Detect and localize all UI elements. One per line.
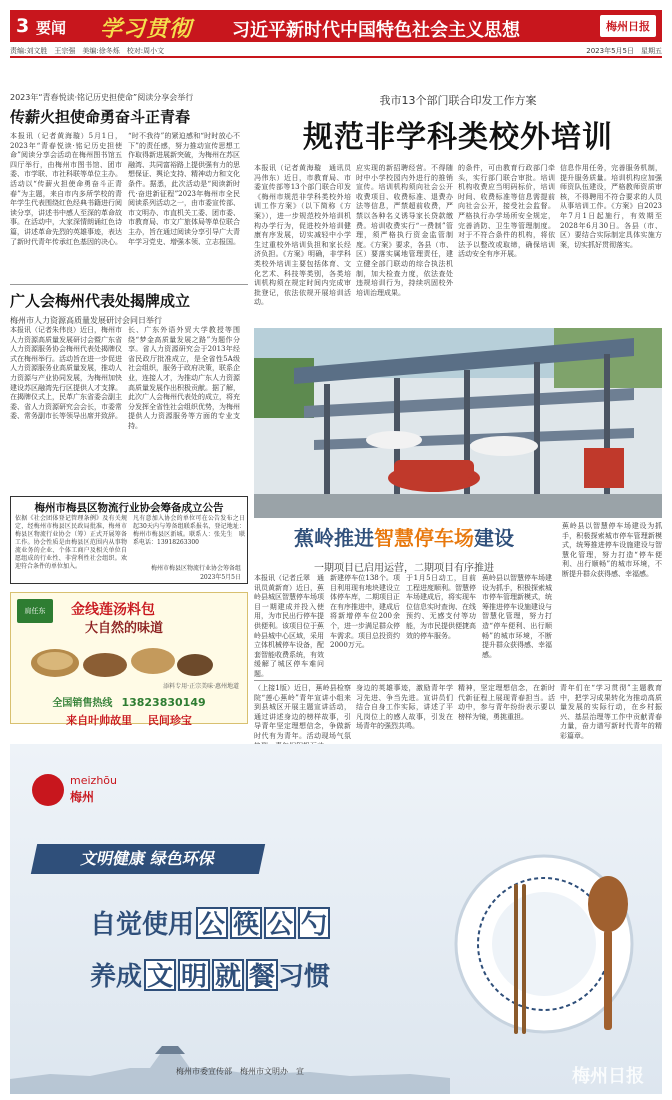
issue-date: 2023年5月5日 星期五 — [586, 47, 662, 55]
ad-tagline: 添料专用·正宗美味·惠州地道 — [163, 683, 239, 690]
article-subtitle: 梅州市人力资源高质量发展研讨会同日举行 — [10, 316, 162, 325]
plate-illustration — [448, 844, 648, 1044]
psa-logo-cn: 梅州 — [70, 790, 95, 804]
article-body-col: 本报讯（记者黄海璇）5月1日，2023年“青春悦读·铭记历史担使命”阅读分享会活动在梅州图书馆五四厅举行，由梅州市图书馆、团市委、市学联、市社科联等单位主办。活动以“传薪火担使命勇奋斗正青春”为主题，来自市内多所学校的青年学生代表围绕红色经典书籍进行阅读分享，讲述书中感人至深的革命故事。在活动中，大家深情朗诵红色诗篇，讲述革命先烈的英雄事迹，表达了新时代青年传承红色基因的决心。 — [10, 132, 122, 246]
city-silhouette — [10, 1024, 450, 1094]
article-title: 传薪火担使命勇奋斗正青春 — [10, 108, 191, 126]
ad-footer-2: 民间珍宝 — [147, 714, 192, 727]
parking-photo — [254, 328, 662, 518]
article-body-col: 的条件，可由教育行政部门牵头，实行部门联合审批。培训机构收费应当明码标价，培训时间、收费标准等信息需提前向社会公开，接受社会监督。严格执行办学场所安全规定，完善消防、卫生等管理制度。对于不符合条件的机构，将依法予以整改或取缔，确保培训活动安全有序开展。 — [458, 164, 555, 259]
psa-line2-suffix: 习惯 — [278, 962, 331, 992]
article-body-col: 本报讯（记者丘翠 通讯员黄新育）近日，蕉岭县城区智慧停车场项目一期建成并投入使用，为市民出行停车提供便利。该项目位于蕉岭县城中心区域，采用立体机械停车设备，配套智能收费系统，有效缓解了城区停车难问题。 — [254, 574, 324, 678]
divider — [254, 680, 662, 681]
psa-line2-prefix: 养成 — [90, 962, 143, 992]
divider — [10, 284, 248, 285]
notice-signature-org: 梅州市梅县区物流行业协会筹备组 — [150, 565, 241, 572]
notice-box — [10, 496, 248, 584]
article-body-col: 信息作用任务，完善服务机制，提升服务质量。培训机构应加强师资队伍建设，严格教师资质审核，不得聘用不符合要求的人员从事培训工作。《方案》自2023年7月1日起施行，有效期至2028年6月30日。各县（市、区）要结合实际制定具体实施方案，切实抓好贯彻落实。 — [560, 164, 662, 249]
article-body-col: 于1月5日动工，目前工程进度顺利。智慧停车场建成后，将实现车位信息实时查询、在线预约、无感支付等功能，为市民提供便捷高效的停车服务。 — [406, 574, 476, 640]
ad-contact — [11, 691, 247, 727]
psa-banner — [10, 744, 662, 1094]
main-article-head — [254, 92, 662, 156]
main-kicker: 我市13个部门联合印发工作方案 — [379, 94, 537, 107]
psa-char-box: 明 — [178, 959, 210, 991]
watermark: 梅州日报 — [572, 1066, 644, 1087]
notice-date: 2023年5月5日 — [200, 574, 241, 581]
parking-subtitle: 一期项目已启用运营，二期项目有序推进 — [314, 563, 494, 574]
article-body-col: 青年们在“学习贯彻”主题教育中，把学习成果转化为推动高质量发展的实际行动，在乡村振兴、基层治理等工作中贡献青春力量，奋力谱写新时代青年的精彩篇章。 — [560, 684, 662, 740]
article-body-col: 本报讯（记者黄海璇 通讯员冯伟东）近日，市教育局、市委宣传部等13个部门联合印发《梅州市规范非学科类校外培训工作方案》（以下简称《方案》），进一步规范校外培训机构办学行为，促进校外培训健康有序发展，切实减轻中小学生过重校外培训负担和家长经济负担。《方案》明确，非学科类校外培训主要包括体育、文化艺术、科技等类别，各类培训机构须在规定时间内完成审批登记，依法依规开展培训活动。 — [254, 164, 351, 307]
ad-hotline-label: 全国销售热线 — [52, 698, 113, 709]
ad-title: 金线莲汤料包 — [71, 602, 155, 618]
column-logo: 学习贯彻 — [100, 16, 193, 42]
ad-subtitle: 大自然的味道 — [85, 621, 164, 636]
article-body-col: 应实现的新招聘经营。不得随时中小学校园内外进行的推销宣传。培训机构须向社会公开收费项目、收费标准、退费办法等信息，严禁超前收费，严禁以各种名义诱导家长贷款缴费。培训收费实行“一费制”管理，须严格执行资金监管制度。《方案》要求，各县（市、区）要落实属地管理责任，建立健全部门联动的综合执法机制，加大检查力度，依法查处违规培训行为，持续巩固校外培训治理成果。 — [356, 164, 453, 297]
parking-title-highlight: 智慧停车场 — [374, 526, 474, 550]
article-body-col: “时不我待”的紧迫感和“时时放心不下”的责任感，努力推动宣传思想工作取得新进展新突破，为梅州在苏区融湾、共同富裕路上提供强有力的思想保证、舆论支持、精神动力和文化条件。据悉，此次活动是“阅读新时代·奋进新征程”2023年梅州市全民阅读系列活动之一，由市委宣传部、市文明办、市直机关工委、团市委、市教育局、市文广旅体局等单位联合主办，旨在通过阅读分享引导广大青年学习党史、增强本领、立志报国。 — [128, 132, 240, 246]
article-body-col: 本报讯（记者朱伟良）近日，梅州市人力资源高质量发展研讨会暨广东省人力资源服务协会梅州代表处揭牌仪式在梅州举行。活动旨在进一步促进人力资源服务业高质量发展，推动人力资源与产业协同发展，为梅州加快建设苏区融湾先行区提供人才支撑。在揭牌仪式上，民革广东省委会副主委、省人力资源研究会会长，市委常委、常务副市长等领导出席并致辞。 — [10, 326, 122, 421]
parking-title-suffix: 建设 — [474, 526, 514, 550]
editors-line: 责编:刘文胜 王宗强 美编:徐冬烁 校对:周小文 — [10, 47, 165, 55]
plum-blossom-icon — [32, 774, 64, 806]
psa-char-box: 公 — [264, 907, 296, 939]
article-kicker: 2023年“青春悦读·铭记历史担使命”阅读分享会举行 — [10, 93, 194, 102]
ad-phone: 13823830149 — [121, 696, 206, 709]
left-article-1 — [10, 92, 248, 127]
parking-title-prefix: 蕉岭推进 — [294, 526, 374, 550]
psa-line-2 — [90, 956, 330, 993]
notice-title: 梅州市梅县区物流行业协会筹备成立公告 — [34, 502, 224, 514]
article-body-col: 蕉岭县以智慧停车场建设为抓手，积极探索城市停车管理新模式，统筹推进停车设施建设与智慧化管理，努力打造“停车便利、出行顺畅”的城市环境，不断提升群众获得感、幸福感。 — [482, 574, 552, 659]
article-title: 广人会梅州代表处揭牌成立 — [10, 292, 191, 310]
psa-banner-tag: 文明健康 绿色环保 — [31, 844, 265, 874]
newspaper-name: 梅州日报 — [600, 15, 656, 37]
article-body-col: 长、广东外语外贸大学教授等围绕“梦金高质量发展之路”为题作分享。省人力资源研究会于2013年经省民政厅批准成立，是全省性5A级社会组织，服务于政府决策，联系企业，连接人才，为推动广东人力资源高质量发展作出积极贡献。据了解，此次广人会梅州代表处的成立，将充分发挥全省性社会组织优势，为梅州提供人力资源服务等方面的专业支持。 — [128, 326, 240, 430]
psa-char-box: 筷 — [230, 907, 262, 939]
page-header — [10, 10, 662, 42]
psa-char-box: 勺 — [298, 907, 330, 939]
psa-char-box: 文 — [144, 959, 176, 991]
psa-credit: 梅州市委宣传部 梅州市文明办 宣 — [176, 1067, 304, 1076]
ad-footer-1: 来自叶帅故里 — [66, 714, 133, 727]
psa-char-box: 就 — [212, 959, 244, 991]
psa-char-box: 公 — [196, 907, 228, 939]
parking-article-head — [254, 522, 554, 574]
notice-body-left: 依据《社会团体登记管理条例》及有关规定，经梅州市梅县区民政局批准，梅州市梅县区物流行业协会（筹）正式开展筹备工作。协会性质是由梅县区范围内从事物流业务的企业、个体工商户及相关单位自愿组成的行业性、非营利性社会组织。欢迎符合条件的单位加入。 — [15, 515, 127, 570]
ad-product-image — [25, 637, 215, 681]
section-name: 要闻 — [36, 19, 67, 37]
page-meta — [10, 44, 662, 58]
left-article-2 — [10, 290, 248, 326]
notice-signature — [151, 563, 241, 581]
psa-char-box: 餐 — [246, 959, 278, 991]
main-title: 规范非学科类校外培训 — [303, 120, 613, 155]
article-body-col: 身边的英雄事迹，激励青年学习先进、争当先进。宣讲员们结合自身工作实际，讲述了平凡岗位上的感人故事，引发在场青年的强烈共鸣。 — [356, 684, 453, 731]
parking-side-col: 蕉岭县以智慧停车场建设为抓手，积极探索城市停车管理新模式，统筹推进停车设施建设与智慧化管理，努力打造“停车便利、出行顺畅”的城市环境，不断提升群众获得感、幸福感。 — [562, 522, 662, 578]
article-body-col: 精神，坚定理想信念，在新时代新征程上展现青春担当。活动中，参与青年纷纷表示要以榜样为镜，勇挑重担。 — [458, 684, 555, 721]
notice-body-right: 凡有意加入协会的单位可在公告发布之日起30天内与筹备组联系报名，登记地址：梅州市梅县区新城。联系人：张先生 联系电话：13918263300 — [133, 515, 245, 546]
article-body-col: （上接1版）近日，蕉岭县检察院“莲心蕉岭”青年宣讲小组来到县城区开展主题宣讲活动，通过讲述身边的榜样故事，引导青年坚定理想信念，争做新时代有为青年。活动现场气氛 — [254, 684, 351, 740]
psa-logo-pinyin: meizhōu — [70, 774, 117, 787]
psa-line1-prefix: 自觉使用 — [90, 910, 195, 940]
page-number: 3 — [16, 15, 30, 37]
header-slogan: 习近平新时代中国特色社会主义思想 — [232, 20, 520, 41]
article-body-col: 新建停车位138个。项目利用现有地块建设立体停车库，二期项目正在有序推进中，建成后将新增停车位200余个，进一步满足群众停车需求。项目总投资约2000万元。 — [330, 574, 400, 650]
ad-box — [10, 592, 248, 727]
psa-line-1 — [90, 904, 330, 941]
ad-brand-logo: 肩任东 — [17, 599, 53, 623]
